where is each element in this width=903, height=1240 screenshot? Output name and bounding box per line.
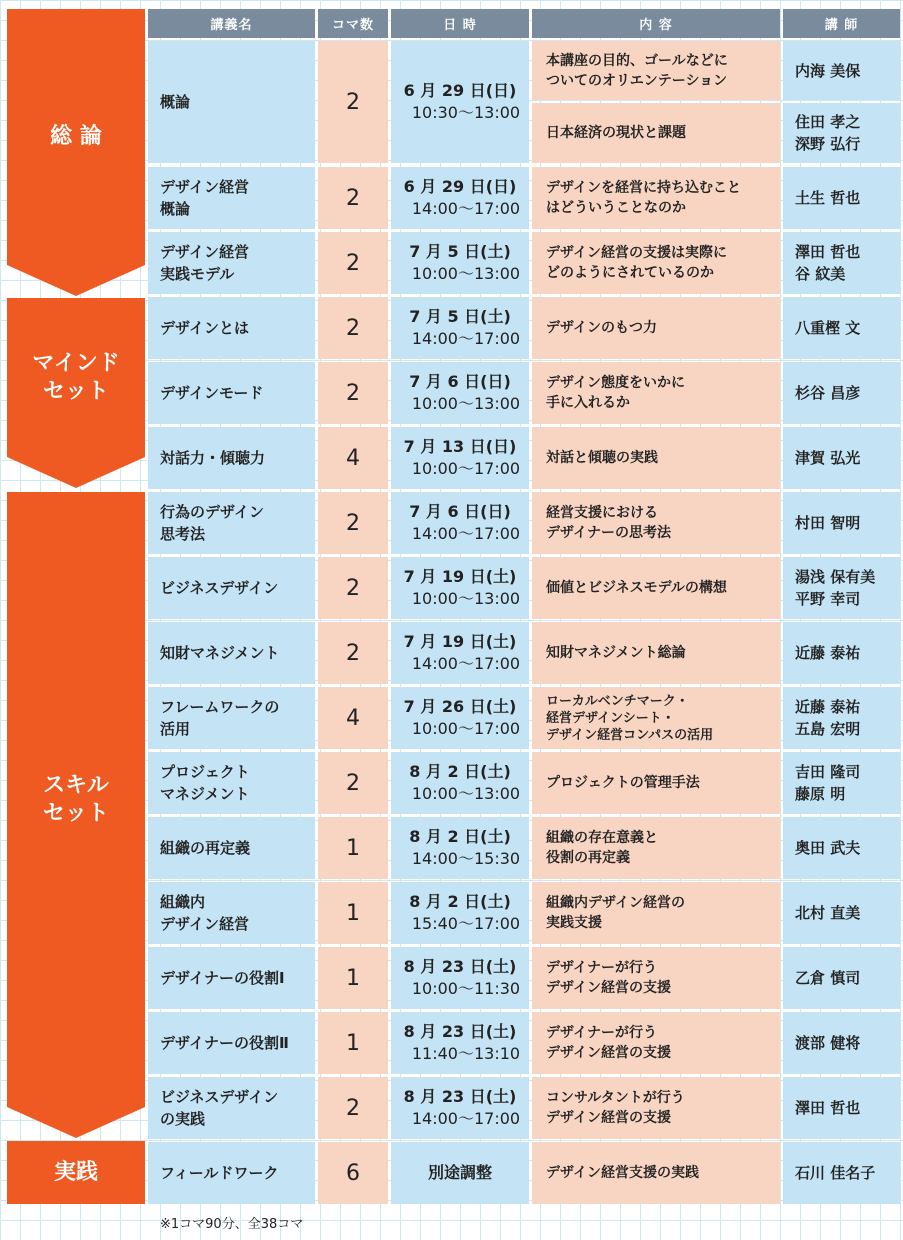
lecture-time: 15:40〜17:00 — [411, 914, 521, 933]
lecture-content: デザインのもつ力 — [532, 297, 780, 359]
lecturer-name: 澤田 哲也 — [783, 1077, 900, 1139]
lecture-time: 14:00〜17:00 — [411, 329, 521, 348]
koma-count: 4 — [318, 687, 388, 749]
lecture-name: 組織の再定義 — [148, 817, 315, 879]
lecture-datetime — [391, 752, 529, 814]
lecture-time: 14:00〜17:00 — [411, 1109, 521, 1128]
lecturer-name: 住田 孝之 深野 弘行 — [783, 103, 900, 163]
lecturer-name: 近藤 泰祐 — [783, 622, 900, 684]
lecture-content: 組織の存在意義と 役割の再定義 — [532, 817, 780, 879]
lecture-date: 別途調整 — [427, 1163, 492, 1182]
lecture-content: 組織内デザイン経営の 実践支援 — [532, 882, 780, 944]
lecture-content: 経営支援における デザイナーの思考法 — [532, 492, 780, 554]
lecture-datetime — [391, 622, 529, 684]
lecturer-name: 乙倉 慎司 — [783, 947, 900, 1009]
koma-count: 2 — [318, 41, 388, 163]
lecture-datetime — [391, 557, 529, 619]
koma-count: 2 — [318, 557, 388, 619]
lecture-name: 組織内 デザイン経営 — [148, 882, 315, 944]
lecturer-name: 湯浅 保有美 平野 幸司 — [783, 557, 900, 619]
lecture-date: 7 月 6 日(日) — [409, 502, 511, 521]
lecture-name: フィールドワーク — [148, 1142, 315, 1204]
lecture-time: 10:00〜11:30 — [411, 979, 521, 998]
lecture-content: 本講座の目的、ゴールなどに ついてのオリエンテーション — [532, 41, 780, 100]
lecture-datetime — [391, 817, 529, 879]
lecture-date: 6 月 29 日(日) — [403, 177, 517, 196]
lecture-datetime — [391, 1142, 529, 1204]
lecture-content: デザイン態度をいかに 手に入れるか — [532, 362, 780, 424]
lecture-name: ビジネスデザイン の実践 — [148, 1077, 315, 1139]
lecture-time: 10:00〜13:00 — [411, 394, 521, 413]
lecture-name: ビジネスデザイン — [148, 557, 315, 619]
lecture-time: 10:00〜13:00 — [411, 589, 521, 608]
lecture-name: デザインとは — [148, 297, 315, 359]
header-lecturer: 講 師 — [783, 9, 900, 38]
lecture-name: 概論 — [148, 41, 315, 163]
lecture-datetime — [391, 167, 529, 229]
lecture-time: 14:00〜17:00 — [411, 654, 521, 673]
lecture-datetime — [391, 1012, 529, 1074]
section-jissen — [7, 1141, 145, 1204]
lecture-content: 対話と傾聴の実践 — [532, 427, 780, 489]
lecture-time: 14:00〜17:00 — [411, 524, 521, 543]
lecture-date: 8 月 2 日(土) — [409, 827, 511, 846]
lecturer-name: 石川 佳名子 — [783, 1142, 900, 1204]
koma-count: 2 — [318, 492, 388, 554]
footnote: ※1コマ90分、全38コマ — [160, 1217, 304, 1232]
section-sogoron — [7, 9, 145, 296]
lecture-content: デザインを経営に持ち込むこと はどういうことなのか — [532, 167, 780, 229]
koma-count: 2 — [318, 167, 388, 229]
lecture-datetime — [391, 427, 529, 489]
lecture-name: 知財マネジメント — [148, 622, 315, 684]
lecture-date: 7 月 6 日(日) — [409, 372, 511, 391]
lecturer-name: 渡部 健将 — [783, 1012, 900, 1074]
lecture-content: プロジェクトの管理手法 — [532, 752, 780, 814]
lecture-datetime — [391, 297, 529, 359]
header-name: 講義名 — [148, 9, 315, 38]
lecture-date: 7 月 19 日(土) — [403, 567, 517, 586]
lecturer-name: 近藤 泰祐 五島 宏明 — [783, 687, 900, 749]
koma-count: 1 — [318, 947, 388, 1009]
lecture-date: 8 月 2 日(土) — [409, 762, 511, 781]
lecture-date: 8 月 23 日(土) — [403, 1022, 517, 1041]
section-label: スキル セット — [42, 772, 109, 826]
koma-count: 4 — [318, 427, 388, 489]
lecture-name: デザイン経営 概論 — [148, 167, 315, 229]
lecture-name: 対話力・傾聴力 — [148, 427, 315, 489]
lecture-date: 8 月 23 日(土) — [403, 957, 517, 976]
lecturer-name: 北村 直美 — [783, 882, 900, 944]
lecture-time: 10:00〜13:00 — [411, 264, 521, 283]
lecture-time: 14:00〜15:30 — [411, 849, 521, 868]
lecture-content: コンサルタントが行う デザイン経営の支援 — [532, 1077, 780, 1139]
section-mindset — [7, 298, 145, 488]
lecture-content: 日本経済の現状と課題 — [532, 103, 780, 163]
lecture-time: 10:30〜13:00 — [411, 103, 521, 122]
koma-count: 2 — [318, 297, 388, 359]
lecture-date: 8 月 23 日(土) — [403, 1087, 517, 1106]
lecture-date: 7 月 5 日(土) — [409, 242, 511, 261]
lecture-date: 8 月 2 日(土) — [409, 892, 511, 911]
lecture-name: デザインモード — [148, 362, 315, 424]
lecturer-name: 津賀 弘光 — [783, 427, 900, 489]
lecturer-name: 吉田 隆司 藤原 明 — [783, 752, 900, 814]
section-label: 実践 — [53, 1159, 98, 1185]
koma-count: 1 — [318, 882, 388, 944]
header-content: 内 容 — [532, 9, 780, 38]
lecture-name: デザイナーの役割Ⅱ — [148, 1012, 315, 1074]
lecturer-name: 杉谷 昌彦 — [783, 362, 900, 424]
header-koma: コマ数 — [318, 9, 388, 38]
lecture-time: 10:00〜13:00 — [411, 784, 521, 803]
koma-count: 6 — [318, 1142, 388, 1204]
koma-count: 2 — [318, 1077, 388, 1139]
lecture-content: デザイナーが行う デザイン経営の支援 — [532, 947, 780, 1009]
lecturer-name: 八重樫 文 — [783, 297, 900, 359]
koma-count: 2 — [318, 752, 388, 814]
lecturer-name: 奥田 武夫 — [783, 817, 900, 879]
lecture-content: デザイナーが行う デザイン経営の支援 — [532, 1012, 780, 1074]
lecture-date: 7 月 26 日(土) — [403, 697, 517, 716]
lecture-datetime — [391, 232, 529, 294]
lecture-name: プロジェクト マネジメント — [148, 752, 315, 814]
lecture-time: 14:00〜17:00 — [411, 199, 521, 218]
lecture-date: 7 月 13 日(日) — [403, 437, 517, 456]
lecture-name: フレームワークの 活用 — [148, 687, 315, 749]
koma-count: 2 — [318, 362, 388, 424]
lecture-datetime — [391, 1077, 529, 1139]
lecture-datetime — [391, 41, 529, 163]
lecturer-name: 内海 美保 — [783, 41, 900, 100]
lecture-time: 11:40〜13:10 — [411, 1044, 521, 1063]
section-label: 総 論 — [50, 124, 102, 149]
lecture-datetime — [391, 687, 529, 749]
lecture-content: 知財マネジメント総論 — [532, 622, 780, 684]
section-label: マインド セット — [32, 350, 120, 404]
section-skillset — [7, 492, 145, 1138]
lecturer-name: 土生 哲也 — [783, 167, 900, 229]
lecture-date: 7 月 19 日(土) — [403, 632, 517, 651]
lecture-time: 10:00〜17:00 — [411, 719, 521, 738]
header-datetime: 日 時 — [391, 9, 529, 38]
lecturer-name: 澤田 哲也 谷 紋美 — [783, 232, 900, 294]
lecturer-name: 村田 智明 — [783, 492, 900, 554]
koma-count: 1 — [318, 817, 388, 879]
lecture-content: デザイン経営支援の実践 — [532, 1142, 780, 1204]
lecture-name: 行為のデザイン 思考法 — [148, 492, 315, 554]
lecture-content: 価値とビジネスモデルの構想 — [532, 557, 780, 619]
lecture-name: デザイン経営 実践モデル — [148, 232, 315, 294]
lecture-content: ローカルベンチマーク・ 経営デザインシート・ デザイン経営コンパスの活用 — [532, 687, 780, 749]
lecture-name: デザイナーの役割Ⅰ — [148, 947, 315, 1009]
lecture-datetime — [391, 362, 529, 424]
lecture-time: 10:00〜17:00 — [411, 459, 521, 478]
lecture-content: デザイン経営の支援は実際に どのようにされているのか — [532, 232, 780, 294]
koma-count: 2 — [318, 232, 388, 294]
koma-count: 2 — [318, 622, 388, 684]
koma-count: 1 — [318, 1012, 388, 1074]
lecture-datetime — [391, 947, 529, 1009]
lecture-date: 7 月 5 日(土) — [409, 307, 511, 326]
lecture-datetime — [391, 492, 529, 554]
lecture-date: 6 月 29 日(日) — [403, 81, 517, 100]
lecture-datetime — [391, 882, 529, 944]
